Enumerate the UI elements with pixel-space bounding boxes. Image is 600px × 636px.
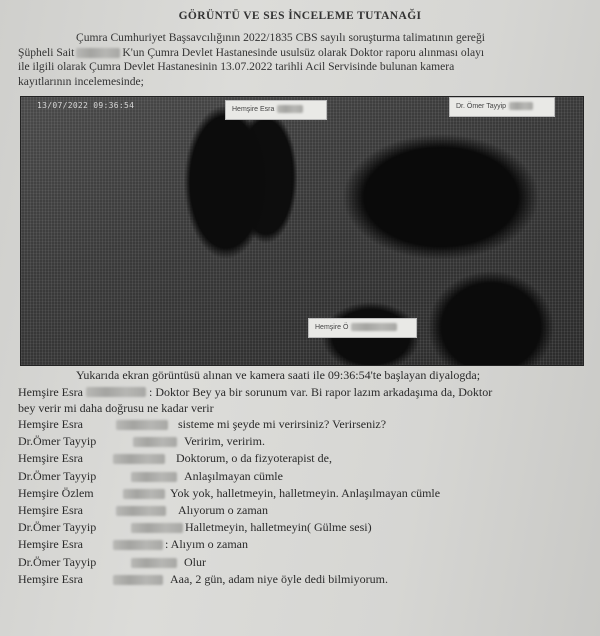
speech: Yok yok, halletmeyin, halletmeyin. Anlaşılmayan cümle	[170, 485, 441, 500]
speaker: Dr.Ömer Tayyip	[18, 520, 97, 535]
speaker: Hemşire Esra	[18, 451, 83, 466]
speech: sisteme mi şeyde mi verirsiniz? Verirseniz?	[178, 417, 387, 431]
redacted-surname	[116, 506, 166, 516]
intro-line-2-pre: Şüpheli Sait	[18, 45, 75, 59]
speech: : Alıyım o zaman	[165, 537, 248, 552]
intro-paragraph	[18, 31, 584, 89]
dialogue-line	[18, 536, 588, 553]
dialogue-line	[18, 416, 588, 433]
speaker: Dr.Ömer Tayyip	[18, 434, 97, 449]
camera-label-nurse-esra	[225, 100, 327, 120]
speech: : Doktor Bey ya bir sorunum var. Bi rapor lazım arkadaşıma da, Doktor	[148, 385, 493, 399]
redacted-surname	[123, 489, 165, 499]
speech: Aaa, 2 gün, adam niye öyle dedi bilmiyorum.	[170, 571, 388, 586]
dialogue-line	[18, 554, 588, 571]
dialogue-line	[18, 519, 588, 536]
speaker: Hemşire Esra	[18, 537, 83, 552]
speaker: Hemşire Esra	[18, 502, 83, 517]
speaker: Dr.Ömer Tayyip	[18, 468, 97, 483]
intro-line-4: kayıtlarının incelemesinde;	[18, 74, 144, 88]
speech: Alıyorum o zaman	[178, 502, 268, 517]
redacted-surname	[86, 387, 146, 397]
camera-label-text: Dr. Ömer Tayyip	[456, 103, 507, 110]
dialogue-line	[18, 433, 588, 450]
dialogue-line	[18, 468, 588, 485]
speaker: Hemşire Esra	[18, 571, 83, 586]
intro-line-2	[18, 46, 584, 61]
redacted-surname	[76, 48, 120, 58]
speech: Veririm, veririm.	[184, 434, 265, 449]
dialogue-transcript	[18, 368, 588, 588]
dialogue-line	[18, 384, 588, 416]
intro-line-2-post: K'un Çumra Devlet Hastanesinde usulsüz olarak Doktor raporu alınması olayı	[122, 45, 485, 59]
speaker: Hemşire Esra	[18, 417, 83, 431]
redacted-name	[351, 323, 397, 331]
dialogue-line	[18, 485, 588, 502]
speech-continuation: bey verir mi daha doğrusu ne kadar verir	[18, 401, 214, 415]
camera-label-text: Hemşire Esra	[232, 106, 275, 113]
intro-line-1: Çumra Cumhuriyet Başsavcılığının 2022/1835 CBS sayılı soruşturma talimatının gereği	[76, 31, 485, 44]
redacted-surname	[116, 420, 168, 430]
redacted-surname	[113, 575, 163, 585]
redacted-surname	[113, 540, 163, 550]
speech: Olur	[184, 554, 206, 569]
redacted-surname	[131, 558, 177, 568]
document-title: GÖRÜNTÜ VE SES İNCELEME TUTANAĞI	[178, 10, 422, 22]
camera-label-dr-omer	[449, 97, 555, 117]
camera-label-text: Hemşire Ö	[315, 324, 349, 331]
camera-label-nurse-ozlem	[308, 318, 417, 338]
redacted-surname	[131, 472, 177, 482]
redacted-name	[277, 105, 303, 113]
camera-screenshot	[20, 96, 584, 366]
redacted-name	[509, 102, 533, 110]
redacted-surname	[133, 437, 177, 447]
speech: Anlaşılmayan cümle	[184, 468, 283, 483]
dialogue-line	[18, 571, 588, 588]
speaker: Hemşire Esra	[18, 385, 83, 399]
speaker: Hemşire Özlem	[18, 485, 94, 500]
speech: Halletmeyin, halletmeyin( Gülme sesi)	[185, 520, 372, 535]
camera-timestamp: 13/07/2022 09:36:54	[37, 101, 135, 110]
speech: Doktorum, o da fizyoterapist de,	[176, 451, 332, 466]
intro-line-3: ile ilgili olarak Çumra Devlet Hastanesinin 13.07.2022 tarihli Acil Servisinde bulunan kamera	[18, 60, 455, 74]
redacted-surname	[131, 523, 183, 533]
dialogue-line	[18, 502, 588, 519]
dialogue-line	[18, 450, 588, 467]
redacted-surname	[113, 454, 165, 464]
speaker: Dr.Ömer Tayyip	[18, 554, 97, 569]
dialogue-intro: Yukarıda ekran görüntüsü alınan ve kamera saati ile 09:36:54'te başlayan diyalogda;	[76, 368, 481, 382]
